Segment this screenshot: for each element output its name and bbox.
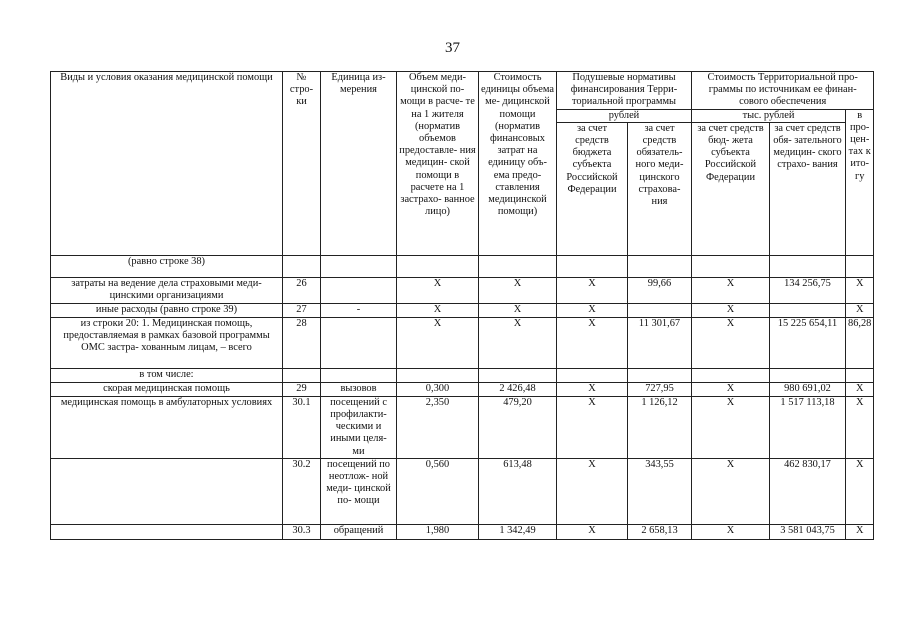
cell-kind [51,458,283,524]
cell-kind: (равно строке 38) [51,255,283,277]
table-row [51,255,874,277]
cell-program-oms: 980 691,02 [770,382,846,396]
cell-program-oms: 462 830,17 [770,458,846,524]
cell-kind: скорая медицинская помощь [51,382,283,396]
cell-per-capita-oms: 99,66 [628,277,692,303]
cell-per-capita-oms: 2 658,13 [628,524,692,539]
table-row [51,303,874,317]
cell-volume: 1,980 [397,524,479,539]
cell-per-capita-oms: 727,95 [628,382,692,396]
cell-program-budget: X [692,524,770,539]
header-volume: Объем меди- цинской по- мощи в расче- те на 1 жителя (норматив объемов предоставле- ния медицин- ской помощи в расчете на 1 застрахо- ванное лицо) [397,72,479,256]
header-unit-cost: Стоимость единицы объема ме- дицинской помощи (норматив финансовых затрат на единицу объ- ема предо- ставления медицинской помощи) [479,72,557,256]
cell-unit-cost: X [479,277,557,303]
cell-percent: X [846,382,874,396]
header-program-oms: за счет средств обя- зательного медицин- ского страхо- вания [770,122,846,255]
cell-percent: X [846,277,874,303]
cell-unit [321,255,397,277]
header-per-capita: Подушевые нормативы финансирования Терри- ториальной программы [557,72,692,110]
cell-kind: затраты на ведение дела страховыми меди- цинскими организациями [51,277,283,303]
financing-table [50,71,874,540]
cell-percent: X [846,458,874,524]
cell-program-budget: X [692,277,770,303]
table-row [51,368,874,382]
header-per-capita-oms: за счет средств обязатель- ного меди- цинского страхова- ния [628,122,692,255]
cell-unit: - [321,303,397,317]
cell-volume [397,255,479,277]
cell-program-oms [770,303,846,317]
cell-percent [846,368,874,382]
cell-per-capita-oms [628,368,692,382]
page-number: 37 [445,40,460,56]
cell-unit-cost: 2 426,48 [479,382,557,396]
cell-program-budget: X [692,396,770,458]
cell-volume [397,368,479,382]
cell-per-capita-budget: X [557,524,628,539]
cell-program-budget [692,368,770,382]
table-row [51,396,874,458]
cell-row-number: 28 [283,317,321,368]
cell-kind: иные расходы (равно строке 39) [51,303,283,317]
cell-unit [321,277,397,303]
cell-program-oms: 15 225 654,11 [770,317,846,368]
cell-unit-cost [479,255,557,277]
cell-volume: 0,300 [397,382,479,396]
cell-per-capita-budget: X [557,303,628,317]
cell-percent: X [846,396,874,458]
cell-program-oms: 1 517 113,18 [770,396,846,458]
cell-per-capita-budget [557,255,628,277]
cell-unit-cost [479,368,557,382]
table-row [51,524,874,539]
table-row [51,277,874,303]
cell-percent: X [846,524,874,539]
cell-unit-cost: X [479,317,557,368]
cell-percent [846,255,874,277]
cell-row-number: 26 [283,277,321,303]
header-program-budget: за счет средств бюд- жета субъекта Российской Федерации [692,122,770,255]
header-row-number: № стро- ки [283,72,321,256]
cell-percent: 86,28 [846,317,874,368]
cell-unit [321,368,397,382]
cell-row-number [283,255,321,277]
table-body [51,255,874,539]
header-unit: Единица из- мерения [321,72,397,256]
table-row [51,317,874,368]
cell-program-budget: X [692,382,770,396]
cell-per-capita-budget: X [557,382,628,396]
cell-program-oms: 3 581 043,75 [770,524,846,539]
cell-program-budget: X [692,458,770,524]
cell-per-capita-budget: X [557,317,628,368]
cell-unit [321,317,397,368]
cell-unit: посещений с профилакти- ческими и иными целя- ми [321,396,397,458]
cell-row-number: 30.3 [283,524,321,539]
cell-per-capita-oms: 1 126,12 [628,396,692,458]
cell-per-capita-budget: X [557,458,628,524]
cell-volume: X [397,277,479,303]
cell-program-oms [770,255,846,277]
cell-unit: вызовов [321,382,397,396]
cell-program-oms [770,368,846,382]
cell-kind: в том числе: [51,368,283,382]
header-program-cost: Стоимость Территориальной про- граммы по источникам ее финан- сового обеспечения [692,72,874,110]
header-percent: в про- цен- тах к ито- гу [846,109,874,255]
cell-unit-cost: 479,20 [479,396,557,458]
cell-per-capita-budget: X [557,396,628,458]
cell-program-oms: 134 256,75 [770,277,846,303]
cell-per-capita-budget: X [557,277,628,303]
cell-program-budget: X [692,303,770,317]
cell-unit: обращений [321,524,397,539]
cell-per-capita-oms [628,255,692,277]
table-row [51,382,874,396]
cell-program-budget: X [692,317,770,368]
cell-program-budget [692,255,770,277]
cell-unit-cost: 613,48 [479,458,557,524]
cell-percent: X [846,303,874,317]
header-per-capita-unit: рублей [557,109,692,122]
cell-unit-cost: X [479,303,557,317]
cell-row-number: 30.2 [283,458,321,524]
cell-kind: из строки 20: 1. Медицинская помощь, предоставляемая в рамках базовой программы ОМС застра- хованным лицам, – всего [51,317,283,368]
cell-per-capita-oms: 343,55 [628,458,692,524]
cell-row-number [283,368,321,382]
cell-row-number: 29 [283,382,321,396]
cell-per-capita-budget [557,368,628,382]
cell-row-number: 30.1 [283,396,321,458]
cell-kind: медицинская помощь в амбулаторных условиях [51,396,283,458]
cell-row-number: 27 [283,303,321,317]
header-per-capita-budget: за счет средств бюджета субъекта Российской Федерации [557,122,628,255]
header-program-cost-unit: тыс. рублей [692,109,846,122]
table-row [51,458,874,524]
cell-unit: посещений по неотлож- ной меди- цинской по- мощи [321,458,397,524]
cell-unit-cost: 1 342,49 [479,524,557,539]
cell-volume: 0,560 [397,458,479,524]
cell-per-capita-oms [628,303,692,317]
cell-kind [51,524,283,539]
cell-volume: X [397,303,479,317]
header-kind: Виды и условия оказания медицинской помощи [51,72,283,256]
cell-volume: X [397,317,479,368]
cell-volume: 2,350 [397,396,479,458]
cell-per-capita-oms: 11 301,67 [628,317,692,368]
table-header [51,72,874,256]
